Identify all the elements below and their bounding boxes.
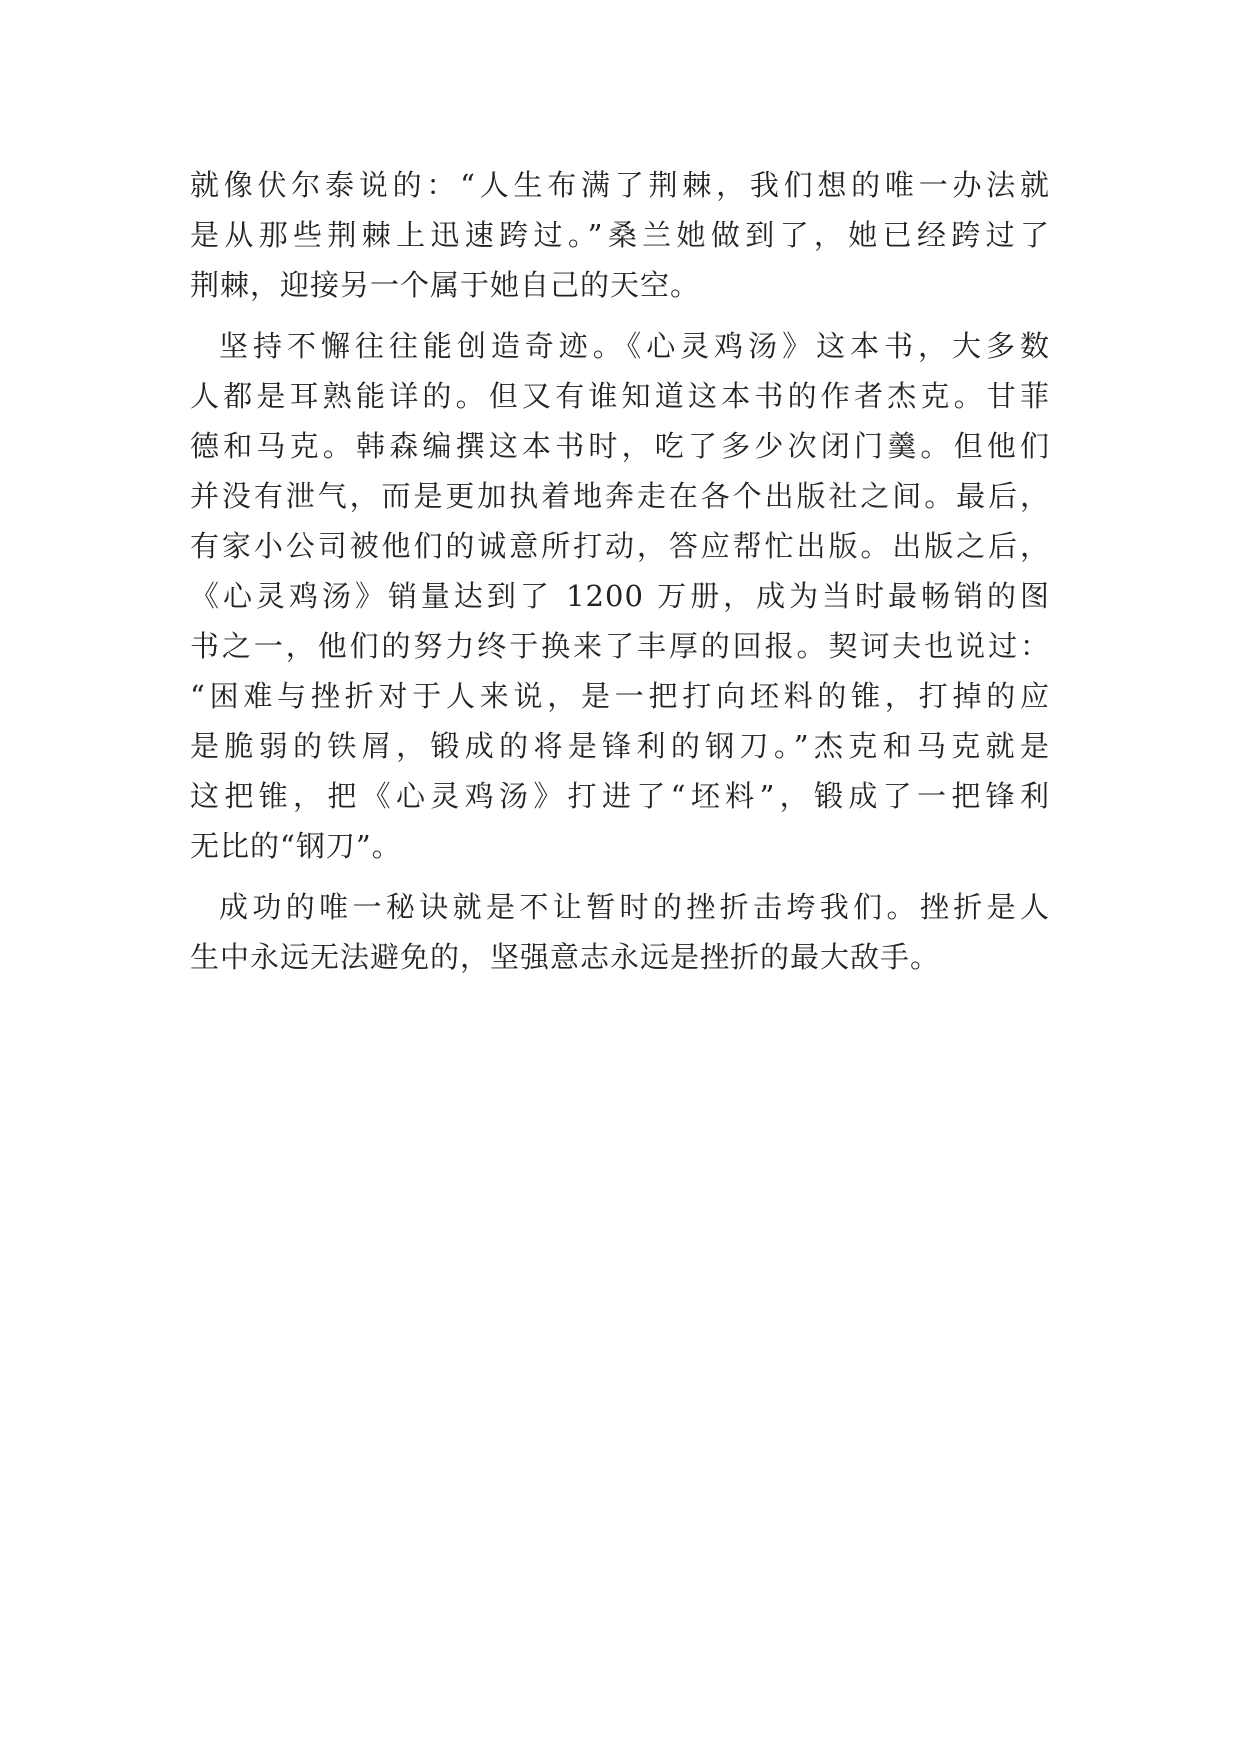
text-line: “困难与挫折对于人来说，是一把打向坯料的锥，打掉的应 [190,679,1050,713]
text-line: 就像伏尔泰说的：“人生布满了荆棘，我们想的唯一办法就 [190,168,1050,202]
text-line: 是从那些荆棘上迅速跨过。”桑兰她做到了，她已经跨过了 [190,218,1050,252]
text-line: 《心灵鸡汤》销量达到了 1200 万册，成为当时最畅销的图 [190,579,1050,613]
text-line: 坚持不懈往往能创造奇迹。《心灵鸡汤》这本书，大多数 [219,329,1050,363]
text-line: 无比的“钢刀”。 [190,829,402,863]
text-line: 荆棘，迎接另一个属于她自己的天空。 [190,268,701,302]
text-line: 生中永远无法避免的，坚强意志永远是挫折的最大敌手。 [190,940,941,974]
paragraph-voltaire-quote [190,160,1050,310]
text-line: 德和马克。韩森编撰这本书时，吃了多少次闭门羹。但他们 [190,429,1050,463]
document-body [190,160,1050,982]
text-line: 人都是耳熟能详的。但又有谁知道这本书的作者杰克。甘菲 [190,379,1050,413]
text-line: 并没有泄气，而是更加执着地奔走在各个出版社之间。最后， [190,479,1050,513]
paragraph-chicken-soup [190,321,1050,871]
text-line: 这把锥，把《心灵鸡汤》打进了“坯料”，锻成了一把锋利 [190,779,1050,813]
paragraph-spacer [190,871,1050,882]
text-line: 有家小公司被他们的诚意所打动，答应帮忙出版。出版之后， [190,529,1050,563]
paragraph-success-secret [190,882,1050,982]
text-line: 是脆弱的铁屑，锻成的将是锋利的钢刀。”杰克和马克就是 [190,729,1050,763]
text-line: 书之一，他们的努力终于换来了丰厚的回报。契诃夫也说过： [190,629,1050,663]
text-line: 成功的唯一秘诀就是不让暂时的挫折击垮我们。挫折是人 [219,890,1050,924]
paragraph-spacer [190,310,1050,321]
